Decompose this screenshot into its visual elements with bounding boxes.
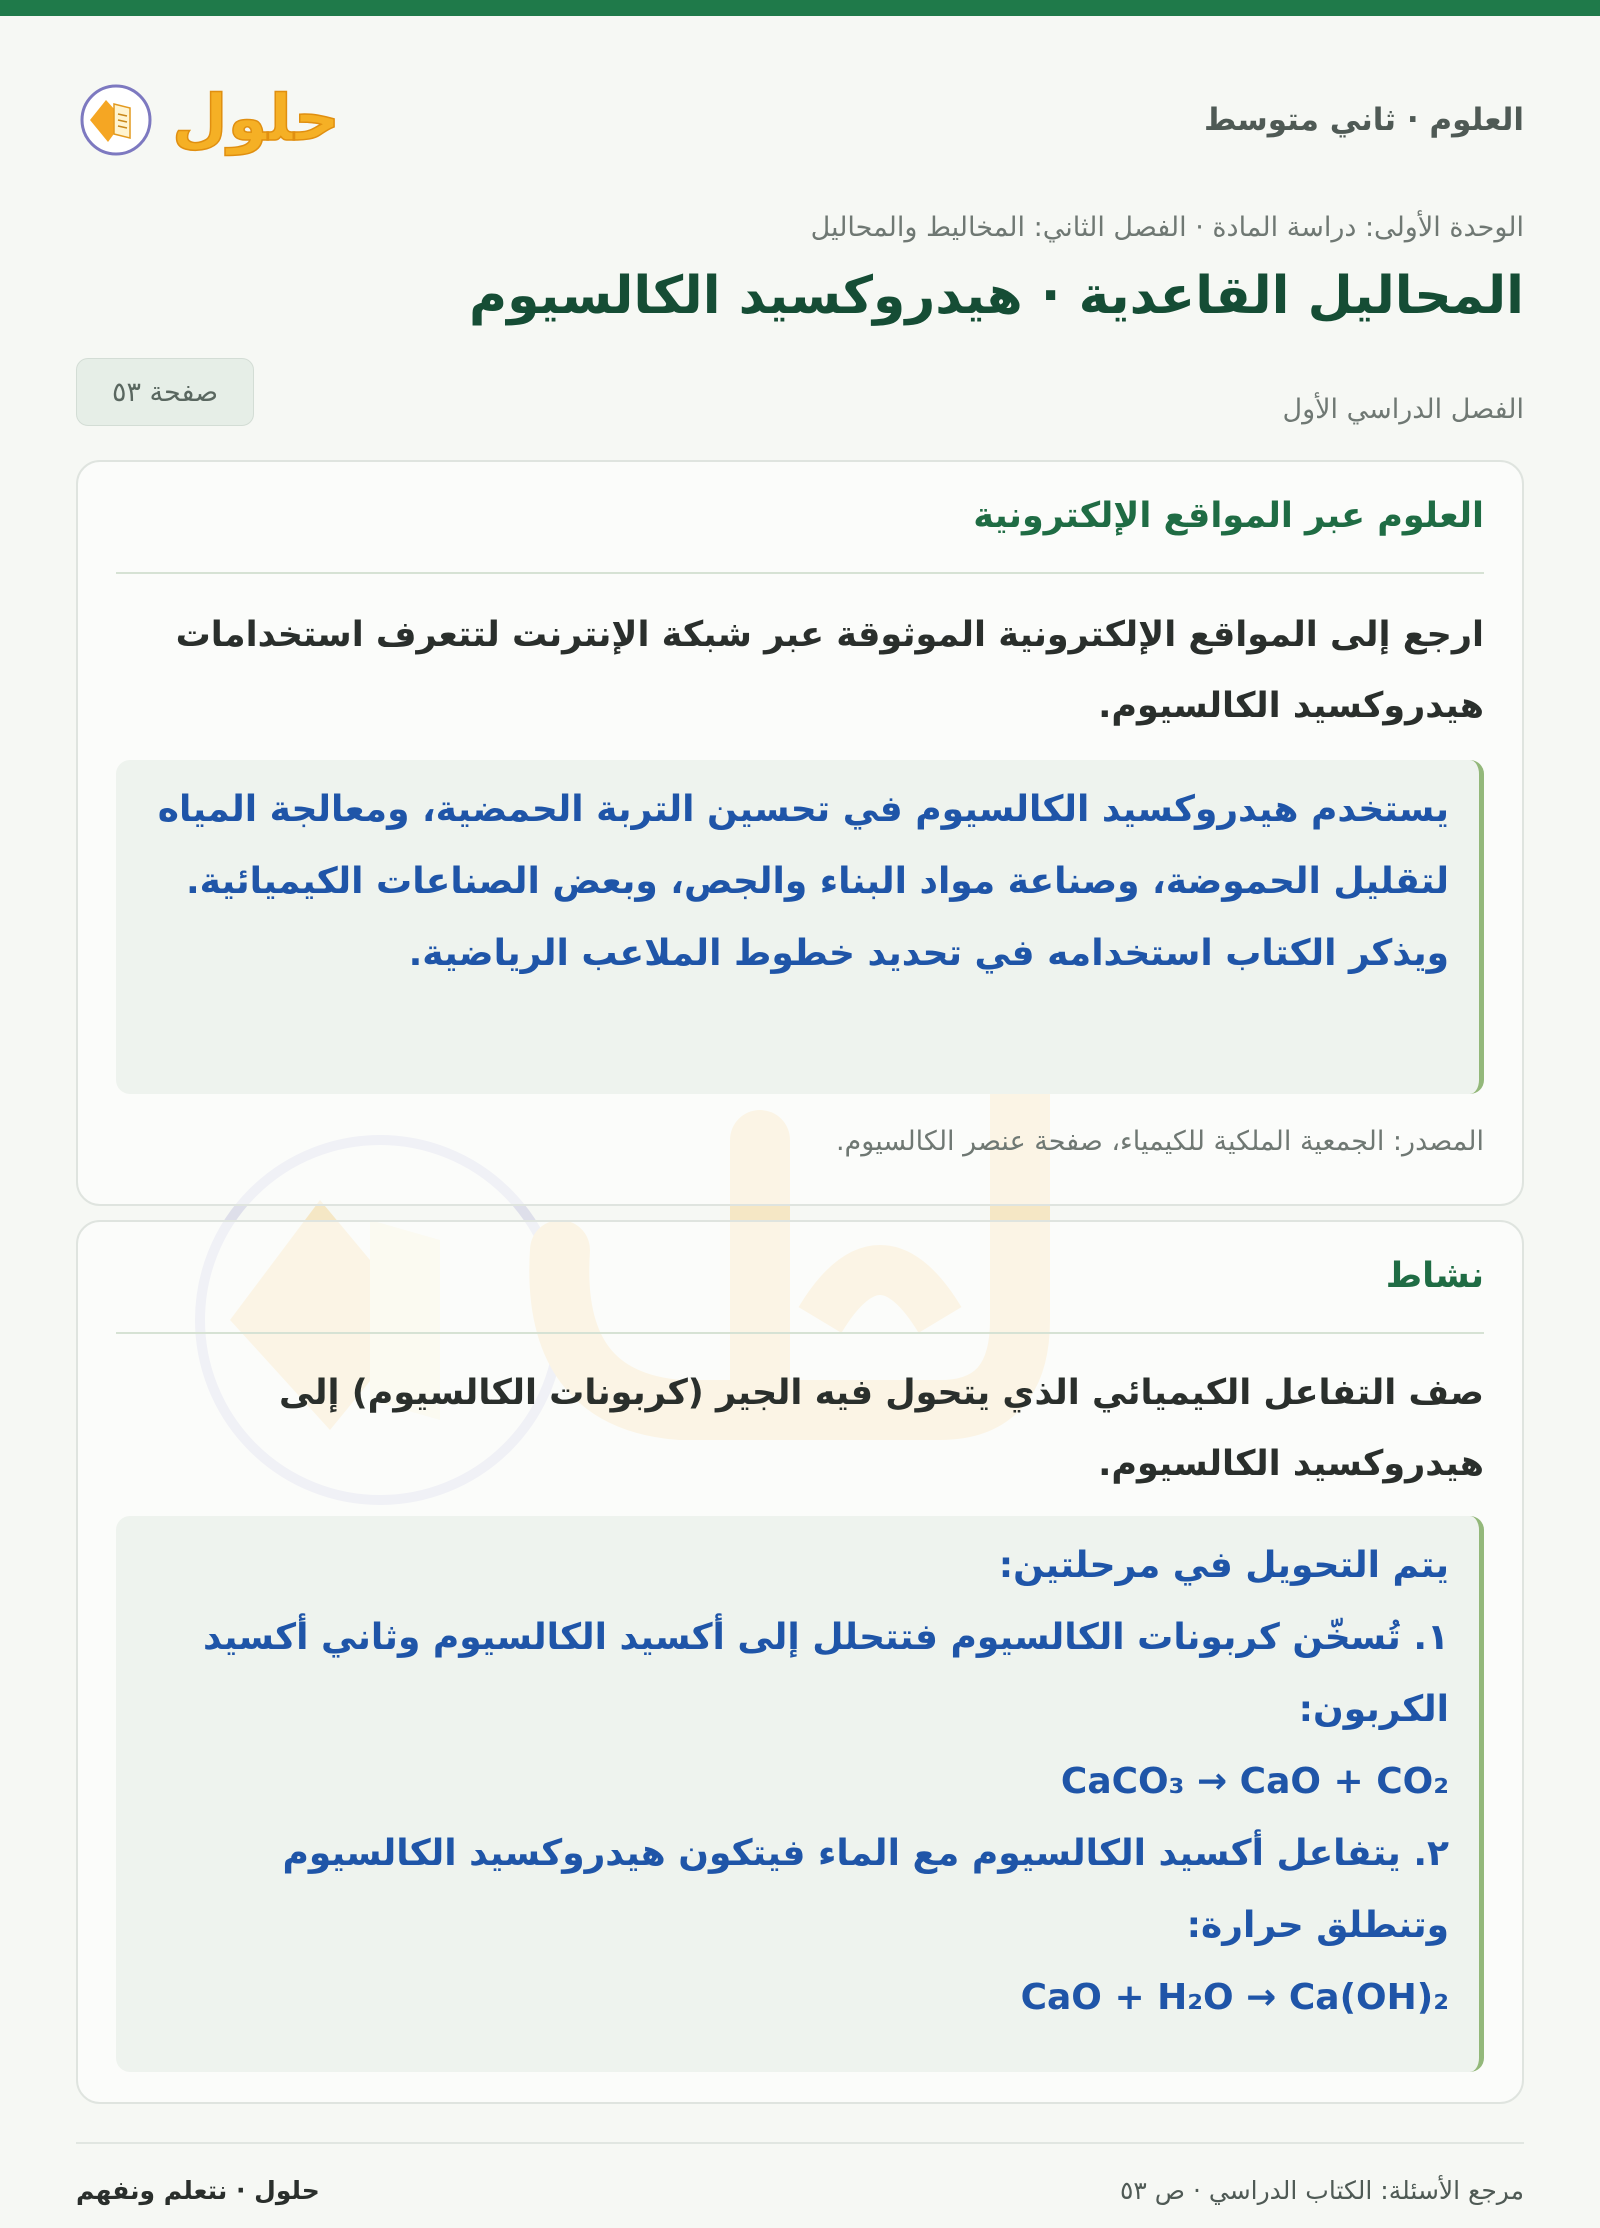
page-footer [76, 2142, 1524, 2205]
answer-text: يستخدم هيدروكسيد الكالسيوم في تحسين التربة الحمضية، ومعالجة المياه لتقليل الحموضة، وصناعة مواد البناء والجص، وبعض الصناعات الكيميائية. ويذكر الكتاب استخدامه في تحديد خطوط الملاعب الرياضية. [157, 789, 1449, 974]
logo-text: حلول [172, 82, 340, 156]
answer-intro: يتم التحويل في مرحلتين: [998, 1545, 1449, 1586]
question-text: صف التفاعل الكيميائي الذي يتحول فيه الجير (كربونات الكالسيوم) إلى هيدروكسيد الكالسيوم. [278, 1373, 1484, 1484]
answer-box [116, 760, 1484, 1094]
top-accent-bar [0, 0, 1600, 16]
hulul-logo [76, 56, 346, 166]
subject-label: العلوم · ثاني متوسط [1204, 102, 1524, 138]
page-header [76, 16, 1524, 216]
footer-brand: حلول · نتعلم ونفهم [76, 2176, 320, 2205]
page-number-badge: صفحة ٥٣ [76, 358, 254, 426]
section-heading: نشاط [116, 1256, 1484, 1334]
source-note: المصدر: الجمعية الملكية للكيمياء، صفحة عنصر الكالسيوم. [835, 1126, 1484, 1157]
breadcrumb: الوحدة الأولى: دراسة المادة · الفصل الثاني: المخاليط والمحاليل [810, 212, 1524, 243]
equation-2: CaO + H₂O → Ca(OH)₂ [1020, 1977, 1449, 2018]
activity-section [76, 1220, 1524, 2104]
answer-box [116, 1516, 1484, 2072]
footer-reference: مرجع الأسئلة: الكتاب الدراسي · ص ٥٣ [1119, 2176, 1524, 2205]
page-title: المحاليل القاعدية · هيدروكسيد الكالسيوم [469, 266, 1524, 326]
answer-step-1: ١. تُسخّن كربونات الكالسيوم فتتحلل إلى أكسيد الكالسيوم وثاني أكسيد الكربون: [203, 1617, 1449, 1730]
question-text: ارجع إلى المواقع الإلكترونية الموثوقة عبر شبكة الإنترنت لتتعرف استخدامات هيدروكسيد الكالسيوم. [175, 615, 1484, 726]
answer-step-2: ٢. يتفاعل أكسيد الكالسيوم مع الماء فيتكون هيدروكسيد الكالسيوم وتنطلق حرارة: [282, 1833, 1449, 1946]
section-heading: العلوم عبر المواقع الإلكترونية [116, 496, 1484, 574]
semester-label: الفصل الدراسي الأول [1282, 394, 1524, 425]
page-container [76, 16, 1524, 2228]
web-sites-section [76, 460, 1524, 1206]
equation-1: CaCO₃ → CaO + CO₂ [1060, 1761, 1449, 1802]
